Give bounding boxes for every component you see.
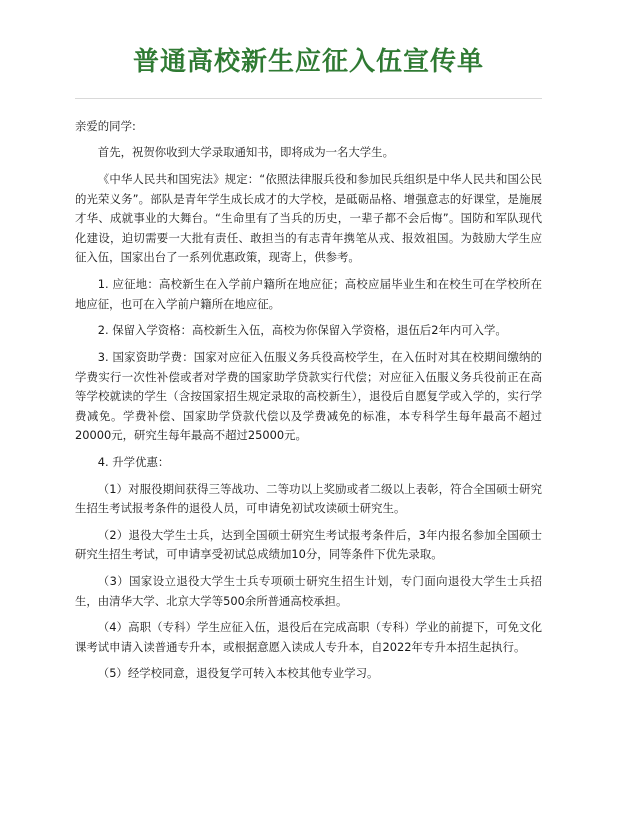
document-body xyxy=(75,99,542,684)
paragraph-item-2: 2. 保留入学资格：高校新生入伍，高校为你保留入学资格，退伍后2年内可入学。 xyxy=(97,323,507,338)
page-title: 普通高校新生应征入伍宣传单 xyxy=(132,47,484,77)
paragraph-item-4-4: （4）高职（专科）学生应征入伍，退役后在完成高职（专科）学业的前提下，可免文化课考试申请入读普通专升本，或根据意愿入读成人专升本，自2022年专升本招生起执行。 xyxy=(75,620,542,654)
paragraph-law-intro: 《中华人民共和国宪法》规定：“依照法律服兵役和参加民兵组织是中华人民共和国公民的光荣义务”。部队是青年学生成长成才的大学校，是砥砺品格、增强意志的好课堂，是施展才华、成就事业的大舞台。“生命里有了当兵的历史，一辈子都不会后悔”。国防和军队现代化建设，迫切需要一大批有责任、敢担当的有志青年携笔从戎、报效祖国。为鼓励大学生应征入伍，国家出台了一系列优惠政策，现寄上，供参考。 xyxy=(75,172,542,265)
paragraph-item-4-2: （2）退役大学生士兵，达到全国硕士研究生考试报考条件后，3年内报名参加全国硕士研究生招生考试，可申请享受初试总成绩加10分，同等条件下优先录取。 xyxy=(75,527,542,562)
paragraph-item-4: 4. 升学优惠： xyxy=(97,454,170,469)
paragraph-item-4-1: （1）对服役期间获得三等战功、二等功以上奖励或者二级以上表彰，符合全国硕士研究生招生考试报考条件的退役人员，可申请免初试攻读硕士研究生。 xyxy=(75,481,542,516)
paragraph-item-1: 1. 应征地：高校新生在入学前户籍所在地应征；高校应届毕业生和在校生可在学校所在地应征，也可在入学前户籍所在地应征。 xyxy=(75,277,542,311)
paragraph-congrats: 首先，祝贺你收到大学录取通知书，即将成为一名大学生。 xyxy=(97,145,394,160)
paragraph-item-4-3: （3）国家设立退役大学生士兵专项硕士研究生招生计划，专门面向退役大学生士兵招生，由清华大学、北京大学等500余所普通高校承担。 xyxy=(75,573,542,608)
paragraph-item-4-5: （5）经学校同意，退役复学可转入本校其他专业学习。 xyxy=(97,666,379,681)
paragraph-item-3: 3. 国家资助学费：国家对应征入伍服义务兵役高校学生，在入伍时对其在校期间缴纳的学费实行一次性补偿或者对学费的国家助学贷款实行代偿；对应征入伍服义务兵役前正在高等学校就读的学生（含按国家招生规定录取的高校新生），退役后自愿复学或入学的，实行学费减免。学费补偿、国家助学贷款代偿以及学费减免的标准，本专科学生每年最高不超过20000元，研究生每年最高不超过25000元。 xyxy=(75,349,542,443)
paragraph-salutation: 亲爱的同学: xyxy=(75,118,136,133)
